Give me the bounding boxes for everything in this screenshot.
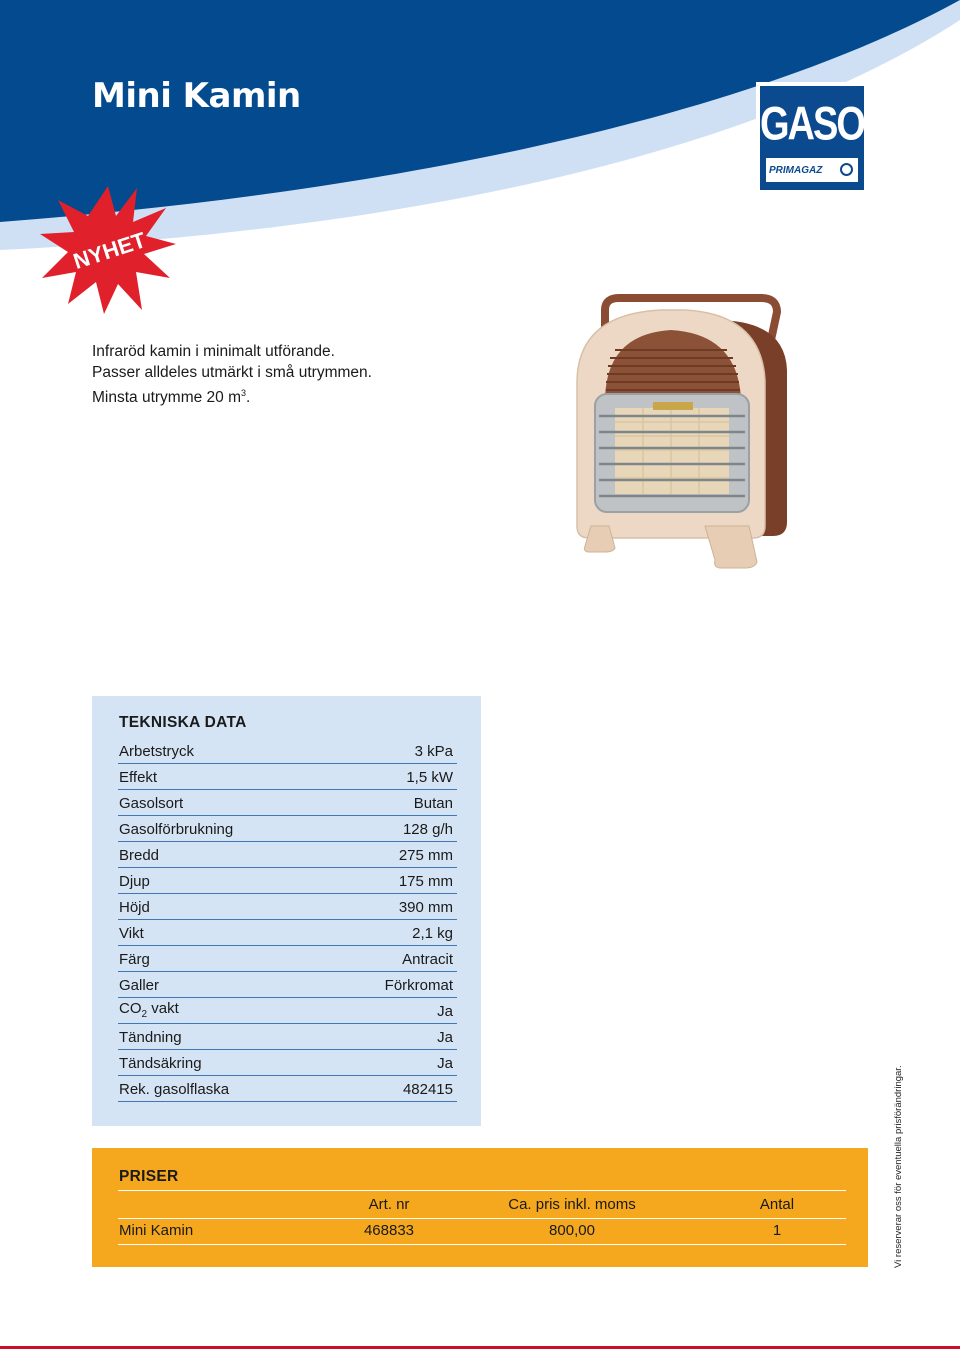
nyhet-text: NYHET bbox=[70, 227, 149, 274]
logo-sub-text: PRIMAGAZ bbox=[769, 164, 823, 176]
spec-row bbox=[118, 946, 457, 972]
spec-label: Bredd bbox=[119, 847, 160, 864]
spec-value: Ja bbox=[437, 1055, 453, 1072]
gasol-primagaz-logo bbox=[756, 82, 886, 194]
column-header-art-nr: Art. nr bbox=[368, 1196, 410, 1213]
spec-value: Ja bbox=[437, 1029, 453, 1046]
price-row-antal: 1 bbox=[772, 1222, 782, 1239]
spec-row bbox=[118, 972, 457, 998]
spec-value: 482415 bbox=[402, 1081, 453, 1098]
intro-line-3-text: Minsta utrymme 20 m bbox=[92, 389, 242, 407]
spec-value: Förkromat bbox=[384, 977, 453, 994]
spec-row bbox=[118, 790, 457, 816]
spec-label: Arbetstryck bbox=[119, 743, 195, 760]
page-title: Mini Kamin bbox=[92, 76, 301, 116]
spec-value: 2,1 kg bbox=[412, 925, 453, 942]
spec-row bbox=[118, 1050, 457, 1076]
heater-image bbox=[565, 290, 795, 575]
spec-value: 128 g/h bbox=[402, 821, 453, 838]
nyhet-badge bbox=[38, 182, 178, 317]
technical-data-heading: TEKNISKA DATA bbox=[119, 714, 247, 731]
spec-label: Färg bbox=[119, 951, 150, 968]
prices-panel bbox=[92, 1148, 868, 1267]
spec-row bbox=[118, 738, 457, 764]
spec-value: 175 mm bbox=[398, 873, 453, 890]
spec-row bbox=[118, 868, 457, 894]
spec-label: Rek. gasolflaska bbox=[119, 1081, 230, 1098]
prices-mid-rule bbox=[118, 1218, 846, 1219]
prices-bottom-rule bbox=[118, 1244, 846, 1245]
spec-value: Antracit bbox=[402, 951, 453, 968]
spec-row bbox=[118, 894, 457, 920]
intro-line-3 bbox=[92, 383, 372, 409]
logo-dot-icon bbox=[840, 163, 853, 176]
logo-subbar bbox=[766, 158, 858, 182]
spec-label: Galler bbox=[119, 977, 160, 994]
spec-label: Effekt bbox=[119, 769, 158, 786]
technical-data-panel bbox=[92, 696, 481, 1126]
spec-row bbox=[118, 920, 457, 946]
prices-heading: PRISER bbox=[119, 1168, 179, 1185]
intro-line-3-suffix: . bbox=[246, 389, 251, 407]
spec-value: 275 mm bbox=[398, 847, 453, 864]
spec-label: Djup bbox=[119, 873, 150, 890]
spec-value: 390 mm bbox=[398, 899, 453, 916]
column-header-price: Ca. pris inkl. moms bbox=[508, 1196, 636, 1213]
spec-label bbox=[119, 1000, 179, 1020]
spec-label: Tändning bbox=[119, 1029, 182, 1046]
price-row-art-nr: 468833 bbox=[363, 1222, 415, 1239]
spec-row bbox=[118, 764, 457, 790]
intro-text bbox=[92, 342, 372, 409]
spec-label-text: CO bbox=[119, 1000, 142, 1017]
spec-row bbox=[118, 998, 457, 1024]
price-row-name: Mini Kamin bbox=[119, 1222, 194, 1239]
spec-value: Butan bbox=[413, 795, 453, 812]
intro-superscript: 3 bbox=[241, 388, 247, 398]
intro-line-1: Infraröd kamin i minimalt utförande. bbox=[92, 343, 335, 360]
price-row-price: 800,00 bbox=[549, 1222, 595, 1239]
spec-row bbox=[118, 1024, 457, 1050]
spec-label-subscript: 2 bbox=[141, 1009, 148, 1020]
spec-row bbox=[118, 842, 457, 868]
bottom-rule bbox=[0, 1346, 960, 1349]
spec-label: Gasolsort bbox=[119, 795, 184, 812]
logo-word: GASOL bbox=[760, 98, 886, 151]
spec-label: Tändsäkring bbox=[119, 1055, 202, 1072]
intro-line-2: Passer alldeles utmärkt i små utrymmen. bbox=[92, 363, 372, 381]
spec-row bbox=[118, 816, 457, 842]
price-disclaimer: Vi reserverar oss för eventuella prisförändringar. bbox=[893, 1065, 904, 1268]
spec-value: 1,5 kW bbox=[406, 769, 453, 786]
spec-label: Höjd bbox=[119, 899, 150, 916]
spec-label: Gasolförbrukning bbox=[119, 821, 234, 838]
spec-row bbox=[118, 1076, 457, 1102]
spec-label-suffix: vakt bbox=[147, 1000, 179, 1017]
spec-label: Vikt bbox=[119, 925, 144, 942]
spec-value: Ja bbox=[437, 1003, 453, 1020]
column-header-antal: Antal bbox=[759, 1196, 795, 1213]
prices-top-rule bbox=[118, 1190, 846, 1191]
spec-value: 3 kPa bbox=[414, 743, 453, 760]
